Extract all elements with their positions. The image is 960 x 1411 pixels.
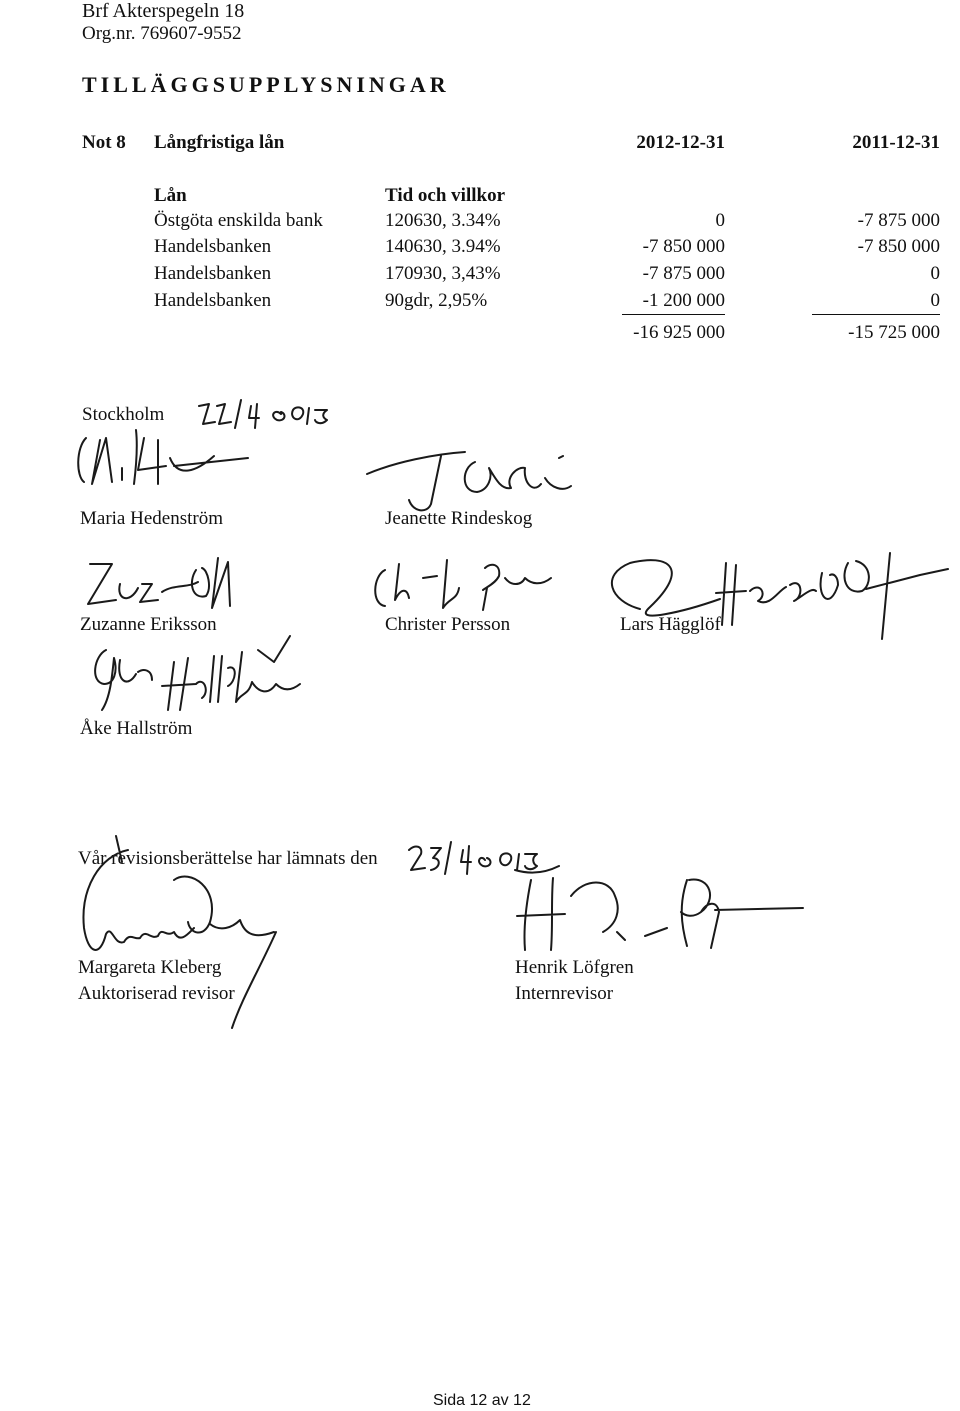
auditor-name: Henrik Löfgren (515, 957, 634, 978)
organization-number: Org.nr. 769607-9552 (82, 23, 242, 44)
terms-cell: 170930, 3,43% (385, 263, 501, 284)
signature-jeanette-rindeskog (365, 438, 575, 518)
signature-henrik-lofgren (505, 860, 815, 955)
total-2012: -16 925 000 (633, 322, 725, 343)
signing-place: Stockholm (82, 404, 165, 425)
amount-2012-cell: -7 875 000 (642, 263, 725, 284)
amount-2012-cell: -7 850 000 (642, 236, 725, 257)
column-header-2012: 2012-12-31 (636, 132, 725, 153)
note-number: Not 8 (82, 132, 126, 153)
signatory-name: Lars Hägglöf (620, 614, 721, 635)
amount-2011-cell: -7 875 000 (857, 210, 940, 231)
auditor-title: Auktoriserad revisor (78, 983, 235, 1004)
page-number: Sida 12 av 12 (433, 1392, 531, 1409)
section-title: TILLÄGGSUPPLYSNINGAR (82, 72, 450, 97)
amount-2011-cell: 0 (930, 290, 940, 311)
amount-2011-cell: -7 850 000 (857, 236, 940, 257)
signature-ake-hallstrom (76, 622, 336, 722)
column-header-2011: 2011-12-31 (852, 132, 940, 153)
signatory-name: Zuzanne Eriksson (80, 614, 217, 635)
signature-zuzanne-eriksson (78, 548, 248, 618)
column-header-terms: Tid och villkor (385, 185, 506, 206)
lender-cell: Handelsbanken (154, 236, 272, 257)
signatory-name: Jeanette Rindeskog (385, 508, 533, 529)
lender-cell: Östgöta enskilda bank (154, 210, 323, 231)
signature-maria-hedenstrom (66, 418, 266, 503)
audit-statement: Vår revisionsberättelse har lämnats den (78, 848, 378, 869)
terms-cell: 90gdr, 2,95% (385, 290, 488, 311)
auditor-name: Margareta Kleberg (78, 957, 222, 978)
terms-cell: 140630, 3.94% (385, 236, 501, 257)
organization-name: Brf Akterspegeln 18 (82, 0, 245, 22)
signatory-name: Maria Hedenström (80, 508, 223, 529)
note-title: Långfristiga lån (154, 132, 285, 153)
auditor-title: Internrevisor (515, 983, 614, 1004)
terms-cell: 120630, 3.34% (385, 210, 501, 231)
signatory-name: Christer Persson (385, 614, 511, 635)
sum-rule-2012 (622, 314, 725, 315)
lender-cell: Handelsbanken (154, 263, 272, 284)
signatory-name: Åke Hallström (80, 718, 193, 739)
signature-christer-persson (365, 548, 555, 618)
sum-rule-2011 (812, 314, 940, 315)
amount-2012-cell: 0 (715, 210, 725, 231)
total-2011: -15 725 000 (848, 322, 940, 343)
column-header-lender: Lån (154, 185, 187, 206)
amount-2011-cell: 0 (930, 263, 940, 284)
lender-cell: Handelsbanken (154, 290, 272, 311)
amount-2012-cell: -1 200 000 (642, 290, 725, 311)
